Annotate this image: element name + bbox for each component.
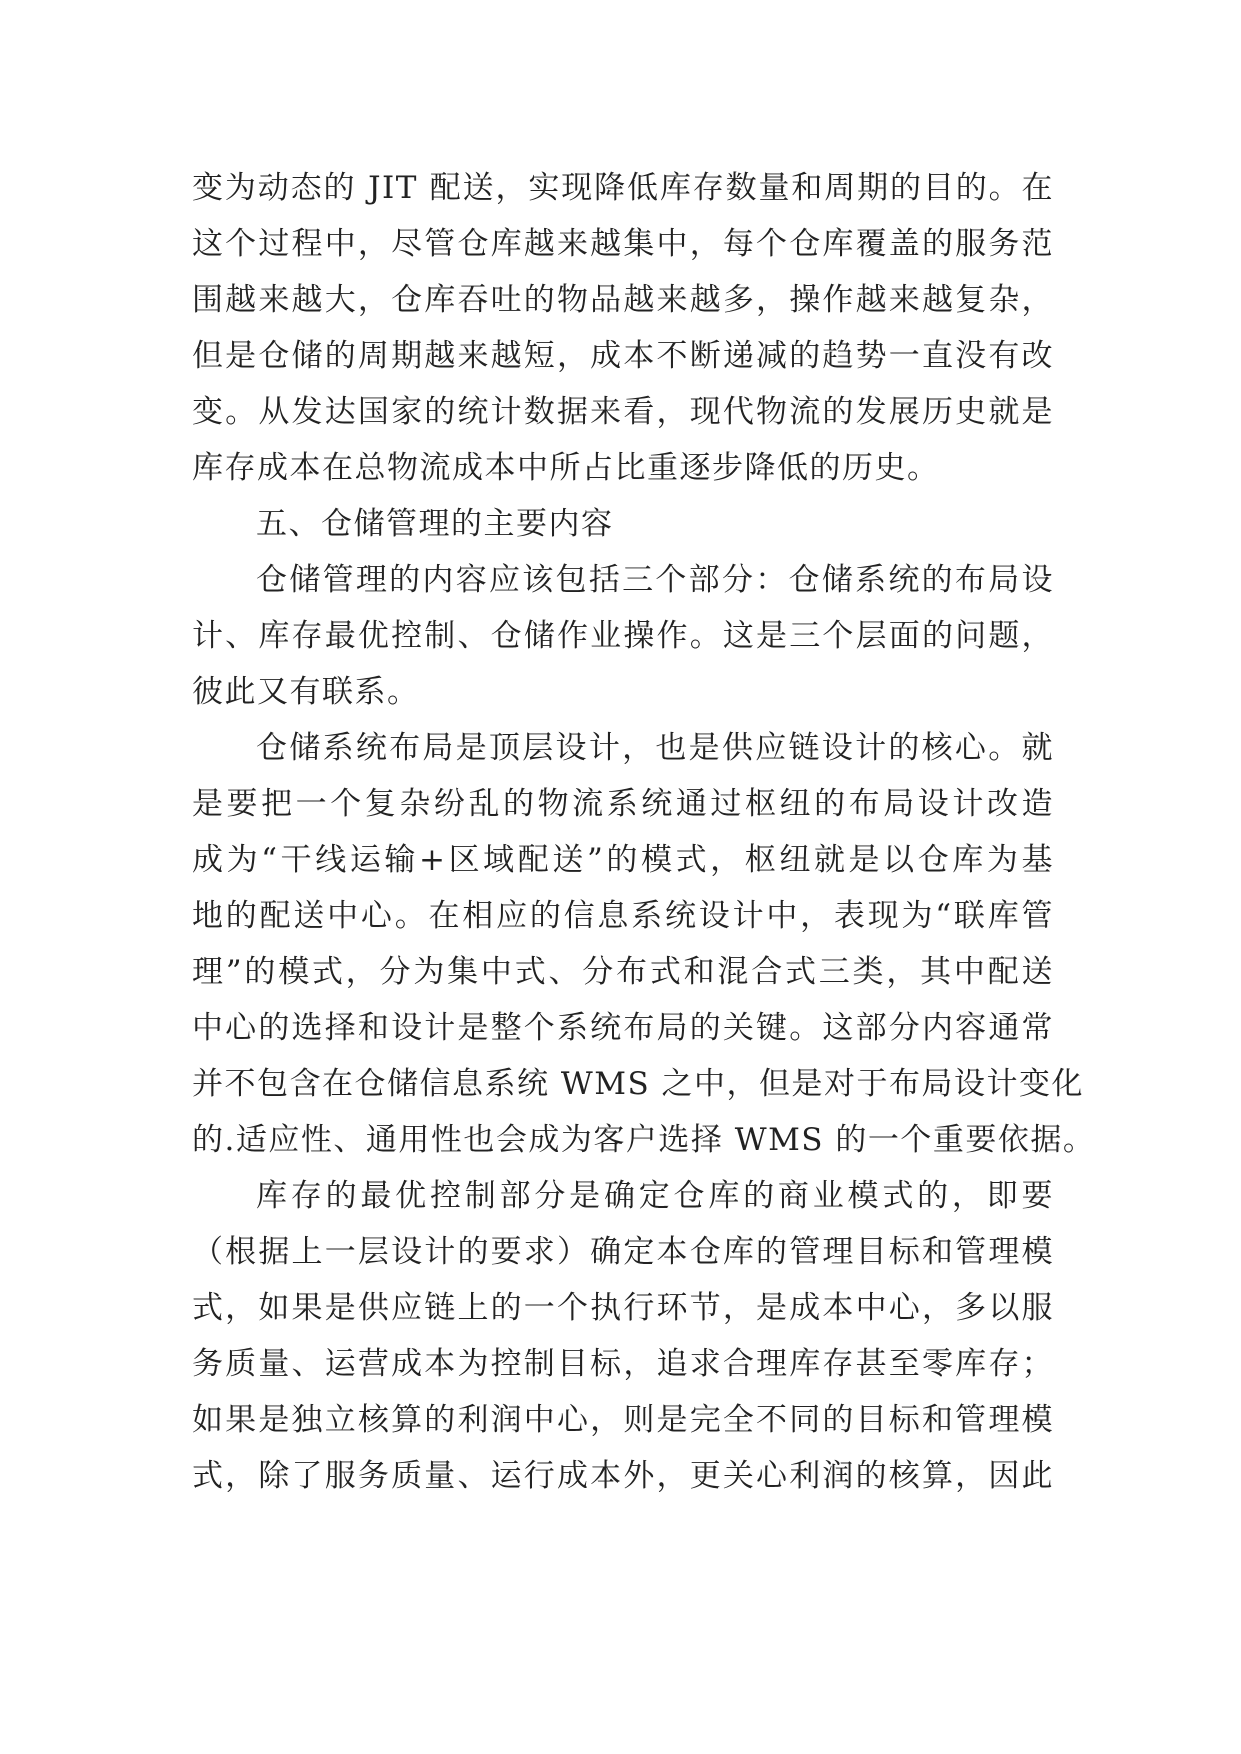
- text-line: 成为“干线运输+区域配送”的模式，枢纽就是以仓库为基: [192, 842, 1054, 878]
- paragraph-continuation: [192, 160, 1054, 496]
- heading-text: 五、仓储管理的主要内容: [256, 506, 614, 542]
- text-line: 是要把一个复杂纷乱的物流系统通过枢纽的布局设计改造: [192, 786, 1054, 822]
- text-line: 务质量、运营成本为控制目标，追求合理库存甚至零库存；: [192, 1346, 1054, 1382]
- text-line: 库存成本在总物流成本中所占比重逐步降低的历史。: [192, 450, 940, 486]
- text-line: 围越来越大，仓库吞吐的物品越来越多，操作越来越复杂，: [192, 282, 1054, 318]
- text-line: 变为动态的 JIT 配送，实现降低库存数量和周期的目的。在: [192, 170, 1054, 206]
- text-line: 彼此又有联系。: [192, 674, 420, 710]
- text-line: 这个过程中，尽管仓库越来越集中，每个仓库覆盖的服务范: [192, 226, 1054, 262]
- text-line: 如果是独立核算的利润中心，则是完全不同的目标和管理模: [192, 1402, 1054, 1438]
- text-line: 地的配送中心。在相应的信息系统设计中，表现为“联库管: [192, 898, 1054, 934]
- text-line: 式，如果是供应链上的一个执行环节，是成本中心，多以服: [192, 1290, 1054, 1326]
- text-line: 式，除了服务质量、运行成本外，更关心利润的核算，因此: [192, 1458, 1054, 1494]
- text-line: （根据上一层设计的要求）确定本仓库的管理目标和管理模: [192, 1234, 1054, 1270]
- paragraph: [192, 1168, 1054, 1504]
- text-line: 中心的选择和设计是整个系统布局的关键。这部分内容通常: [192, 1010, 1054, 1046]
- text-line: 理”的模式，分为集中式、分布式和混合式三类，其中配送: [192, 954, 1054, 990]
- text-line: 变。从发达国家的统计数据来看，现代物流的发展历史就是: [192, 394, 1054, 430]
- paragraph: [192, 720, 1096, 1168]
- text-line: 并不包含在仓储信息系统 WMS 之中，但是对于布局设计变化: [192, 1066, 1085, 1102]
- paragraph: [192, 552, 1054, 720]
- text-line: 的.适应性、通用性也会成为客户选择 WMS 的一个重要依据。: [192, 1122, 1096, 1158]
- text-line: 仓储管理的内容应该包括三个部分：仓储系统的布局设: [256, 562, 1054, 598]
- text-line: 计、库存最优控制、仓储作业操作。这是三个层面的问题，: [192, 618, 1054, 654]
- section-heading: [192, 496, 1054, 552]
- text-line: 仓储系统布局是顶层设计，也是供应链设计的核心。就: [256, 730, 1054, 766]
- text-line: 库存的最优控制部分是确定仓库的商业模式的，即要: [256, 1178, 1054, 1214]
- document-body: [192, 160, 1096, 1504]
- text-line: 但是仓储的周期越来越短，成本不断递减的趋势一直没有改: [192, 338, 1054, 374]
